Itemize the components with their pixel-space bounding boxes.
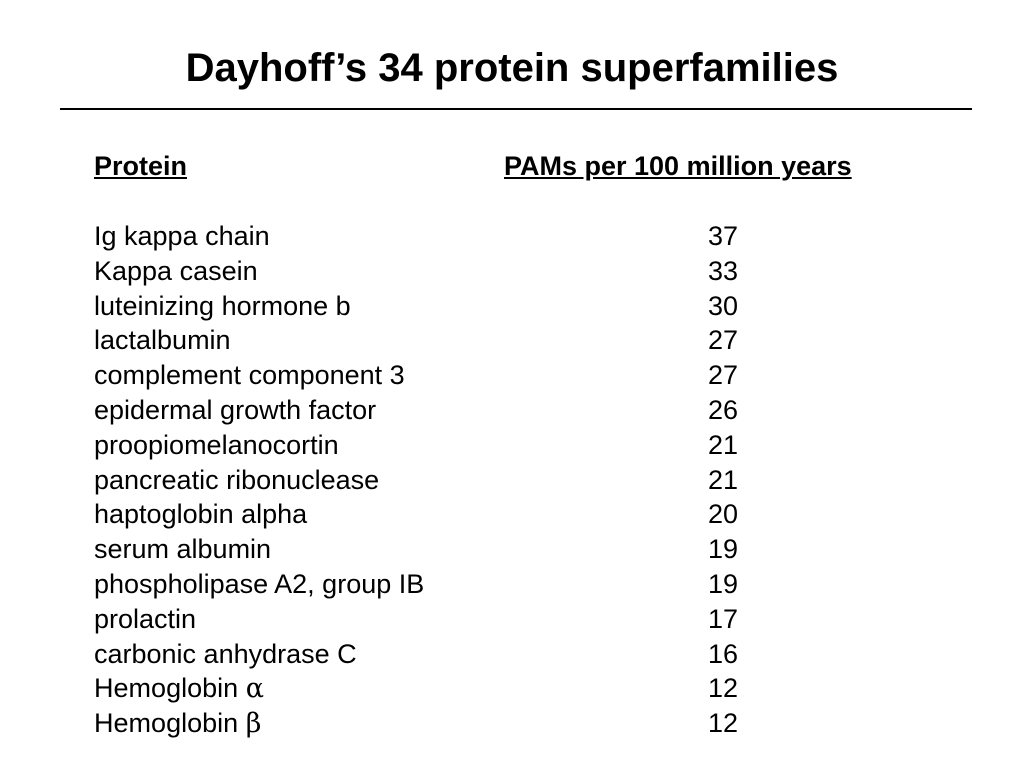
protein-name: phospholipase A2, group IB — [94, 568, 425, 599]
protein-name: Kappa casein — [94, 255, 258, 286]
protein-name: Hemoglobin β — [94, 708, 262, 740]
table-row — [94, 532, 794, 567]
pams-value: 37 — [708, 221, 739, 251]
protein-table — [94, 219, 794, 741]
table-row — [94, 219, 794, 254]
table-row — [94, 254, 794, 289]
table-row — [94, 637, 794, 672]
pams-value: 27 — [708, 360, 739, 391]
pams-value: 12 — [708, 708, 739, 739]
table-row — [94, 671, 794, 706]
protein-column-header: Protein — [94, 151, 188, 181]
protein-name: carbonic anhydrase C — [94, 638, 357, 669]
table-row — [94, 567, 794, 602]
pams-value: 30 — [708, 290, 739, 321]
table-row — [94, 358, 794, 393]
pams-value: 33 — [708, 255, 739, 286]
pams-value: 21 — [708, 429, 739, 460]
table-row — [94, 428, 794, 463]
table-row — [94, 602, 794, 637]
pams-value: 12 — [708, 673, 739, 704]
table-row — [94, 497, 794, 532]
table-row — [94, 706, 794, 741]
table-row — [94, 463, 794, 498]
protein-name: complement component 3 — [94, 360, 405, 391]
slide-title: Dayhoff’s 34 protein superfamilies — [185, 46, 839, 90]
protein-name: luteinizing hormone b — [94, 290, 351, 321]
protein-name: serum albumin — [94, 534, 272, 565]
protein-name: haptoglobin alpha — [94, 499, 308, 530]
table-row — [94, 393, 794, 428]
pams-value: 26 — [708, 394, 739, 425]
protein-name: lactalbumin — [94, 325, 231, 356]
protein-name: proopiomelanocortin — [94, 429, 339, 460]
protein-name: Hemoglobin α — [94, 673, 264, 705]
pams-value: 16 — [708, 638, 739, 669]
table-row — [94, 323, 794, 358]
protein-name: prolactin — [94, 603, 197, 634]
pams-value: 19 — [708, 534, 739, 565]
pams-value: 27 — [708, 325, 739, 356]
protein-name: Ig kappa chain — [94, 221, 270, 251]
pams-value: 19 — [708, 568, 739, 599]
pams-value: 17 — [708, 603, 739, 634]
protein-name: pancreatic ribonuclease — [94, 464, 380, 495]
table-row — [94, 289, 794, 324]
pams-value: 21 — [708, 464, 739, 495]
title-divider — [60, 108, 972, 110]
pams-column-header: PAMs per 100 million years — [504, 151, 852, 181]
pams-value: 20 — [708, 499, 739, 530]
protein-name: epidermal growth factor — [94, 394, 377, 425]
